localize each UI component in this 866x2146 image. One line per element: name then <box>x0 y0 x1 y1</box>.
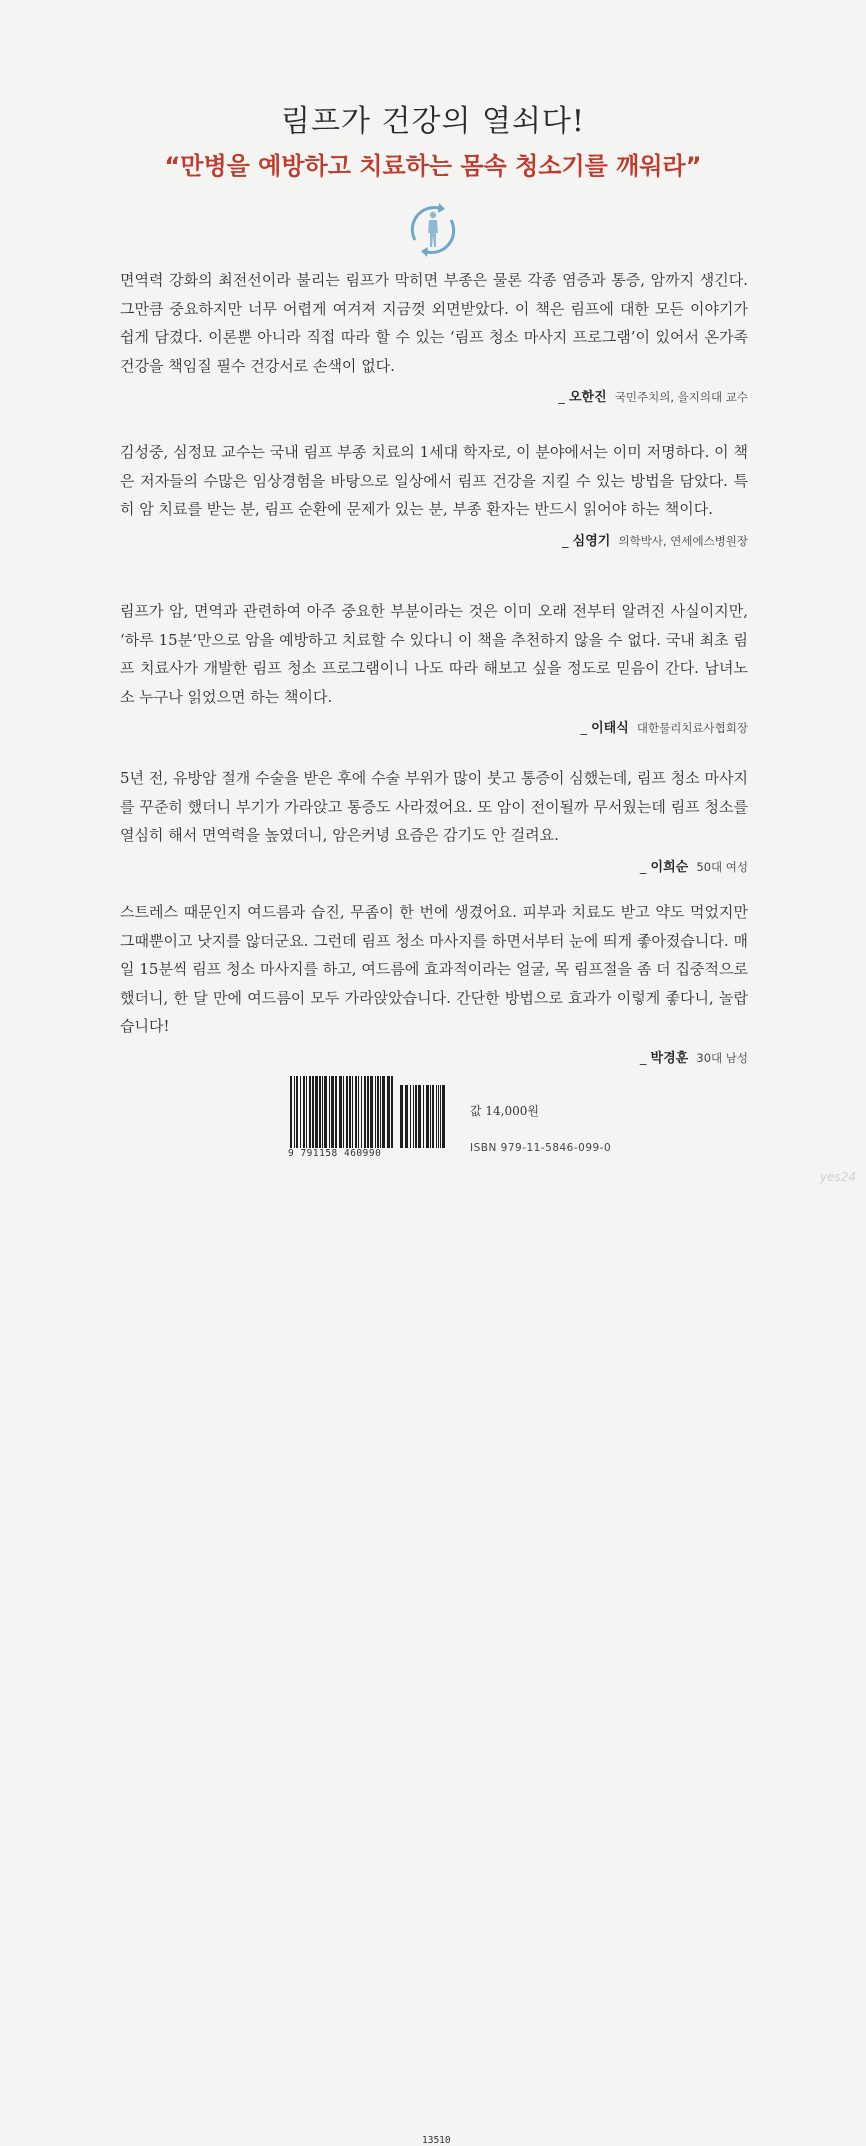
barcode-bar <box>312 1076 314 1148</box>
reviewer-role: 의학박사, 연세에스병원장 <box>618 533 748 548</box>
barcode-bar <box>364 1076 366 1148</box>
review-text: 김성중, 심정묘 교수는 국내 림프 부종 치료의 1세대 학자로, 이 분야에서는 이미 저명하다. 이 책은 저자들의 수많은 임상경험을 바탕으로 일상에서 림프 건강을 지킬 수 있는 방법을 담았다. 특히 암 치료를 받는 분, 림프 순환에 문제가 있는 분, 부종 환자는 반드시 읽어야 하는 책이다. <box>120 443 748 518</box>
isbn-number: ISBN 979-11-5846-099-0 <box>470 1142 612 1154</box>
barcode-bar <box>306 1076 307 1148</box>
review-attribution <box>120 1047 748 1066</box>
attribution-dash: _ <box>639 859 647 875</box>
review-text: 스트레스 때문인지 여드름과 습진, 무좀이 한 번에 생겼어요. 피부과 치료도 받고 약도 먹었지만 그때뿐이고 낫지를 않더군요. 그런데 림프 청소 마사지를 하면서부터 눈에 띄게 좋아졌습니다. 매일 15분씩 림프 청소 마사지를 하고, 여드름에 효과적이라는 얼굴, 목 림프절을 좀 더 집중적으로 했더니, 한 달 만에 여드름이 모두 가라앉았습니다. 간단한 방법으로 효과가 이렇게 좋다니, 놀랍습니다! <box>120 903 748 1035</box>
review-attribution <box>120 856 748 875</box>
review-text: 5년 전, 유방암 절개 수술을 받은 후에 수술 부위가 많이 붓고 통증이 심했는데, 림프 청소 마사지를 꾸준히 했더니 부기가 가라앉고 통증도 사라졌어요. 또 암이 전이될까 무서웠는데 림프 청소를 열심히 해서 면역력을 높였더니, 암은커녕 요즘은 감기도 안 걸려요. <box>120 769 748 844</box>
reviewer-role: 30대 남성 <box>696 1050 748 1065</box>
barcode-bar <box>436 1085 437 1148</box>
barcode-bar <box>440 1085 441 1148</box>
reviewer-role: 국민주치의, 을지의대 교수 <box>614 390 748 404</box>
reviewer-name: 이희순 <box>650 859 689 875</box>
barcode-bar <box>322 1076 323 1148</box>
price-label: 값 14,000원 <box>470 1104 539 1118</box>
barcode-bar <box>290 1076 292 1148</box>
reviewer-name: 이태식 <box>591 721 629 736</box>
barcode-bar <box>438 1085 439 1148</box>
barcode-bar <box>300 1076 301 1148</box>
barcode-bar <box>377 1076 379 1148</box>
barcode-bar <box>382 1076 385 1148</box>
addon-digits: 13510 <box>422 2135 451 2146</box>
barcode-bar <box>413 1085 414 1148</box>
barcode-bar <box>329 1076 330 1148</box>
barcode-bar <box>426 1085 429 1148</box>
review-5 <box>120 898 748 1066</box>
barcode-bar <box>380 1076 381 1148</box>
page-title: 림프가 건강의 열쇠다! <box>281 104 585 139</box>
barcode-bar <box>296 1076 298 1148</box>
review-attribution <box>120 530 748 549</box>
barcode-bar <box>361 1076 362 1148</box>
human-body-cycle-icon <box>405 200 461 260</box>
review-text: 림프가 암, 면역과 관련하여 아주 중요한 부분이라는 것은 이미 오래 전부터 알려진 사실이지만, ‘하루 15분’만으로 암을 예방하고 치료할 수 있다니 이 책을 추천하지 않을 수 없다. 국내 최초 림프 치료사가 개발한 림프 청소 프로그램이니 나도 따라 해보고 싶을 정도로 믿음이 간다. 남녀노소 누구나 읽었으면 하는 책이다. <box>120 602 748 706</box>
barcode-bar <box>418 1085 421 1148</box>
barcode-bar <box>294 1076 295 1148</box>
attribution-dash: _ <box>558 390 565 405</box>
barcode-bar <box>400 1085 403 1148</box>
barcode-bar <box>355 1076 357 1148</box>
barcode-bar <box>410 1085 411 1148</box>
review-4 <box>120 764 748 875</box>
attribution-dash: _ <box>580 721 587 736</box>
attribution-dash: _ <box>562 533 569 549</box>
reviewer-name: 오한진 <box>569 390 607 405</box>
barcode-bar <box>331 1076 334 1148</box>
ean-barcode-bars <box>290 1076 394 1148</box>
barcode-bar <box>352 1076 353 1148</box>
barcode-bar <box>303 1076 305 1148</box>
barcode-bar <box>319 1076 321 1148</box>
review-1 <box>120 266 748 405</box>
barcode-bar <box>309 1076 311 1148</box>
review-2 <box>120 438 748 549</box>
barcode-bar <box>442 1085 445 1148</box>
barcode-bar <box>335 1076 337 1148</box>
barcode-bar <box>423 1085 424 1148</box>
reviewer-name: 박경훈 <box>650 1050 689 1066</box>
barcode-bar <box>370 1076 373 1148</box>
barcode-bar <box>349 1076 351 1148</box>
barcode-bar <box>358 1076 359 1148</box>
barcode-bar <box>432 1085 434 1148</box>
reviewer-role: 50대 여성 <box>696 859 748 874</box>
barcode-bar <box>391 1076 393 1148</box>
barcode-bar <box>324 1076 327 1148</box>
addon-barcode-bars <box>400 1085 446 1148</box>
review-attribution <box>120 717 748 736</box>
barcode-bar <box>367 1076 369 1148</box>
barcode-bar <box>346 1076 348 1148</box>
barcode-bar <box>387 1076 390 1148</box>
attribution-dash: _ <box>639 1050 647 1066</box>
review-text: 면역력 강화의 최전선이라 불리는 림프가 막히면 부종은 물론 각종 염증과 통증, 암까지 생긴다. 그만큼 중요하지만 너무 어렵게 여겨져 지금껏 외면받았다. 이 책은 림프에 대한 모든 이야기가 쉽게 담겼다. 이론뿐 아니라 직접 따라 할 수 있는 ‘림프 청소 마사지 프로그램’이 있어서 온가족 건강을 책임질 필수 건강서로 손색이 없다. <box>120 271 748 375</box>
reviewer-role: 대한물리치료사협회장 <box>636 721 748 735</box>
review-3 <box>120 597 748 736</box>
subtitle-quote: “만병을 예방하고 치료하는 몸속 청소기를 깨워라” <box>164 152 702 180</box>
barcode-bar <box>343 1076 344 1148</box>
barcode-bar <box>315 1076 318 1148</box>
reviewer-name: 심영기 <box>572 533 611 549</box>
barcode-bar <box>405 1085 408 1148</box>
barcode-bar <box>339 1076 342 1148</box>
barcode-bar <box>375 1076 376 1148</box>
barcode-bar <box>430 1085 431 1148</box>
barcode-bar <box>415 1085 417 1148</box>
ean-digits: 9 791158 460990 <box>288 1148 382 1159</box>
review-attribution <box>120 386 748 405</box>
watermark-logo: yes24 <box>820 1170 857 1184</box>
